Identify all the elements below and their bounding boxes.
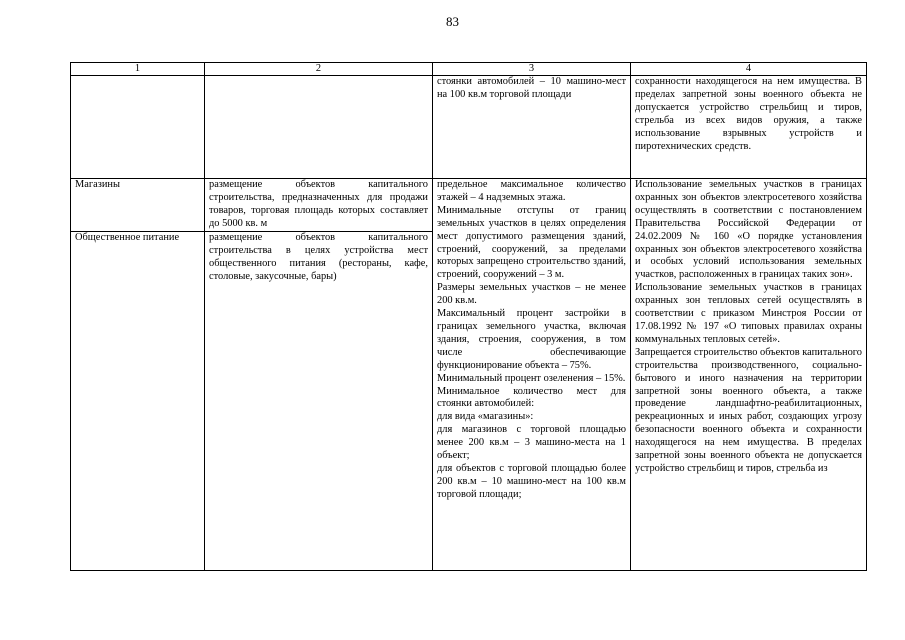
table-header-row (71, 63, 867, 76)
restrictions-paragraph: сохранности находящегося на нем имущества. В пределах запретной зоны военного объекта не допускается устройство стрельбищ и тиров, стрельба из всех видов оружия, а также использование взрывных устройств и пиротехнических средств. (635, 76, 862, 152)
params-paragraph: для вида «магазины»: (437, 411, 534, 423)
use-cell (71, 76, 205, 179)
params-cell (433, 179, 631, 571)
params-paragraph: Минимальный процент озеленения – 15%. (437, 372, 626, 384)
description-cell (205, 76, 433, 179)
column-header: 1 (71, 63, 205, 76)
page-number: 83 (446, 14, 459, 29)
params-paragraph: Минимальное количество мест для стоянки автомобилей: (437, 385, 626, 410)
params-paragraph: Размеры земельных участков – не менее 200 кв.м. (437, 282, 626, 307)
column-header: 4 (631, 63, 867, 76)
column-header: 3 (433, 63, 631, 76)
restrictions-cell (631, 76, 867, 179)
zoning-table (70, 62, 867, 571)
column-header: 2 (205, 63, 433, 76)
table-row (71, 76, 867, 179)
table-row (71, 179, 867, 232)
restrictions-paragraph: Запрещается строительство объектов капитального строительства производственного, социально-бытового и иного назначения на территории запретной зоны военного объекта, а также проведение ландшафтно-реабилитационных, рекреационных и иных работ, создающих угрозу безопасности военного объекта и сохранности находящегося на нем имущества. В пределах запретной зоны военного объекта не допускается устройство стрельбищ и тиров, стрельба из (635, 346, 862, 474)
description-cell (205, 179, 433, 232)
params-paragraph: предельное максимальное количество этажей – 4 надземных этажа. (437, 179, 626, 203)
description-cell (205, 232, 433, 571)
params-paragraph: для магазинов с торговой площадью менее 200 кв.м – 3 машино-места на 1 объект; (437, 424, 626, 462)
params-cell (433, 76, 631, 179)
params-paragraph: для объектов с торговой площадью более 200 кв.м – 10 машино-мест на 100 кв.м торговой площади; (437, 462, 626, 500)
params-paragraph: Максимальный процент застройки в границах земельного участка, включая здания, строения, сооружения, в том числе обеспечивающие функционирование объекта – 75%. (437, 308, 626, 371)
restrictions-paragraph: Использование земельных участков в границах охранных зон тепловых сетей осуществлять в соответствии с приказом Минстроя России от 17.08.1992 № 197 «О типовых правилах охраны коммунальных тепловых сетей». (635, 282, 862, 345)
description-paragraph: размещение объектов капитального строительства, предназначенных для продажи товаров, торговая площадь которых составляет до 5000 кв. м (209, 179, 428, 229)
use-cell: Магазины (71, 179, 205, 232)
params-paragraph: Минимальные отступы от границ земельных участков в целях определения мест допустимого размещения зданий, строений, сооружений, за пределами которых запрещено строительство зданий, строений, сооружений – 3 м. (437, 204, 626, 281)
restrictions-paragraph: Использование земельных участков в границах охранных зон объектов электросетевого хозяйства осуществлять в соответствии с постановлением Правительства Российской Федерации от 24.02.2009 № 160 «О порядке установления охранных зон объектов электросетевого хозяйства и особых условий использования земельных участков, расположенных в границах таких зон». (635, 179, 862, 281)
params-paragraph: стоянки автомобилей – 10 машино-мест на 100 кв.м торговой площади (437, 76, 626, 100)
use-cell: Общественное питание (71, 232, 205, 571)
description-paragraph: размещение объектов капитального строительства в целях устройства мест общественного питания (рестораны, кафе, столовые, закусочные, бары) (209, 232, 428, 282)
restrictions-cell (631, 179, 867, 571)
